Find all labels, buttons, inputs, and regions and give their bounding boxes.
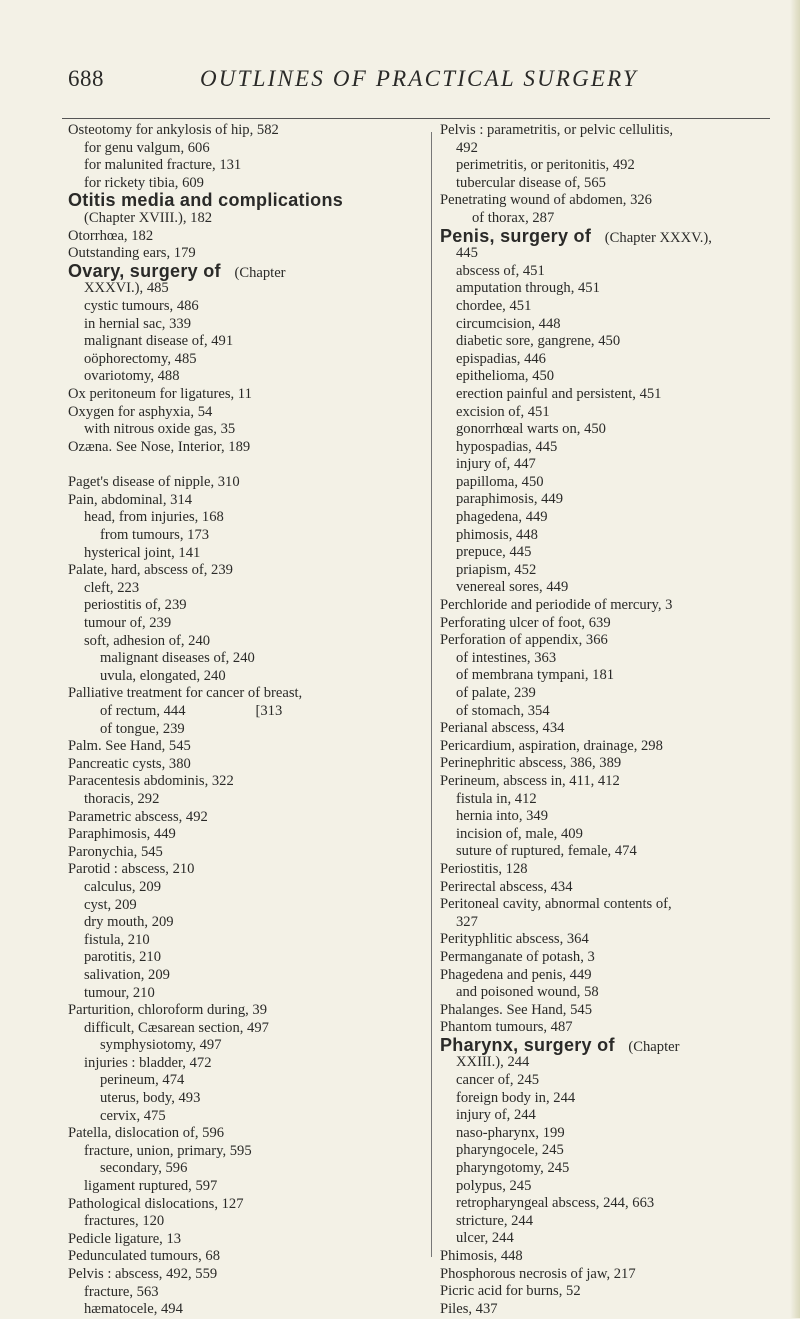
- index-subentry: [440, 1230, 785, 1248]
- index-subentry: [68, 351, 418, 369]
- entry-text: polypus, 245: [456, 1177, 532, 1194]
- entry-text: Penetrating wound of abdomen, 326: [440, 192, 652, 209]
- index-entry: [68, 228, 418, 246]
- entry-text: of membrana tympani, 181: [456, 667, 615, 684]
- index-subentry: [440, 843, 785, 861]
- entry-text: perineum, 474: [100, 1072, 185, 1089]
- index-subentry: [68, 633, 418, 651]
- entry-text: Pelvis : abscess, 492, 559: [68, 1266, 218, 1282]
- index-subentry: [68, 615, 418, 633]
- index-subentry: [440, 368, 785, 386]
- index-entry: [68, 474, 418, 492]
- entry-text: Parturition, chloroform during, 39: [68, 1002, 268, 1019]
- index-entry: [440, 967, 785, 985]
- index-subentry: [440, 509, 785, 527]
- entry-text: for rickety tibia, 609: [84, 174, 204, 191]
- entry-text: Perinephritic abscess, 386, 389: [440, 755, 622, 772]
- index-subentry: [68, 668, 418, 686]
- index-subentry: [440, 298, 785, 316]
- entry-text: thoracis, 292: [84, 790, 160, 807]
- entry-text: naso-pharynx, 199: [456, 1124, 565, 1141]
- entry-heading: Penis, surgery of: [440, 225, 592, 246]
- entry-text: Palm. See Hand, 545: [68, 738, 191, 755]
- entry-text: fracture, 563: [84, 1283, 159, 1300]
- entry-text: circumcision, 448: [456, 315, 561, 332]
- entry-text: XXXVI.), 485: [84, 280, 169, 297]
- entry-text: pharyngocele, 245: [456, 1142, 564, 1159]
- entry-heading: Pharynx, surgery of: [440, 1034, 615, 1055]
- entry-text: of tongue, 239: [100, 720, 185, 737]
- entry-text: of palate, 239: [456, 685, 536, 701]
- index-subentry: [68, 879, 418, 897]
- index-entry: [440, 931, 785, 949]
- entry-text: of thorax, 287: [472, 209, 555, 226]
- entry-text: (Chapter: [624, 1038, 680, 1055]
- index-entry: [68, 260, 418, 281]
- entry-text: paraphimosis, 449: [456, 491, 564, 508]
- entry-text: Outstanding ears, 179: [68, 245, 196, 262]
- entry-text: secondary, 596: [100, 1160, 188, 1177]
- index-subentry: [68, 949, 418, 967]
- entry-text: papilloma, 450: [456, 473, 544, 490]
- index-entry: [68, 861, 418, 879]
- index-subentry: [440, 351, 785, 369]
- entry-text: Pedunculated tumours, 68: [68, 1248, 220, 1265]
- entry-text: (Chapter XXXV.),: [601, 229, 712, 246]
- index-subentry: [440, 667, 785, 685]
- index-entry: [68, 1125, 418, 1143]
- index-subentry: [68, 1213, 418, 1231]
- index-subentry: [68, 985, 418, 1003]
- index-entry: [440, 632, 785, 650]
- entry-text: Pain, abdominal, 314: [68, 491, 193, 508]
- index-entry: [68, 756, 418, 774]
- index-subentry: [440, 404, 785, 422]
- index-entry: [68, 773, 418, 791]
- entry-text: priapism, 452: [456, 561, 537, 578]
- entry-text: Perirectal abscess, 434: [440, 878, 573, 895]
- index-entry: [440, 738, 785, 756]
- index-entry: [440, 861, 785, 879]
- entry-text: periostitis of, 239: [84, 597, 187, 614]
- index-subentry: [440, 1107, 785, 1125]
- entry-text: hernia into, 349: [456, 808, 549, 825]
- index-subentry: [68, 1055, 418, 1073]
- index-column-left: [68, 122, 418, 1319]
- entry-text: Perityphlitic abscess, 364: [440, 931, 589, 948]
- index-subentry: [68, 791, 418, 809]
- index-subentry: [440, 914, 785, 932]
- entry-text: uvula, elongated, 240: [100, 667, 226, 684]
- index-subentry: [68, 721, 418, 739]
- entry-text: Oxygen for asphyxia, 54: [68, 403, 213, 420]
- entry-text: tumour, 210: [84, 984, 155, 1001]
- entry-text: Phagedena and penis, 449: [440, 966, 592, 983]
- entry-text: Pedicle ligature, 13: [68, 1230, 182, 1247]
- entry-text: parotitis, 210: [84, 949, 162, 966]
- entry-text: of intestines, 363: [456, 649, 557, 666]
- index-subentry: [68, 368, 418, 386]
- entry-text: of stomach, 354: [456, 702, 550, 719]
- index-subentry: [68, 967, 418, 985]
- index-subentry: [68, 1143, 418, 1161]
- index-entry: [440, 615, 785, 633]
- entry-text: epispadias, 446: [456, 350, 546, 367]
- index-subentry: [68, 527, 418, 545]
- index-subentry: [68, 1037, 418, 1055]
- index-entry: [440, 755, 785, 773]
- entry-text: Pericardium, aspiration, drainage, 298: [440, 737, 663, 754]
- index-entry: [440, 720, 785, 738]
- entry-text: injury of, 244: [456, 1107, 536, 1124]
- entry-text: oöphorectomy, 485: [84, 350, 197, 367]
- entry-text: Phosphorous necrosis of jaw, 217: [440, 1265, 636, 1282]
- entry-text: ligament ruptured, 597: [84, 1178, 218, 1195]
- index-entry: [68, 685, 418, 703]
- entry-text: suture of ruptured, female, 474: [456, 843, 637, 860]
- index-subentry: [440, 826, 785, 844]
- entry-text: salivation, 209: [84, 966, 170, 983]
- entry-carryover-page: [313: [255, 703, 283, 719]
- entry-text: for genu valgum, 606: [84, 139, 210, 156]
- entry-text: epithelioma, 450: [456, 368, 555, 385]
- index-entry: [440, 122, 785, 140]
- index-subentry: [440, 984, 785, 1002]
- index-subentry: [440, 544, 785, 562]
- entry-text: from tumours, 173: [100, 527, 210, 544]
- index-subentry: [440, 439, 785, 457]
- index-subentry: [440, 1125, 785, 1143]
- entry-text: XXIII.), 244: [456, 1054, 530, 1071]
- index-subentry: [440, 1072, 785, 1090]
- index-entry: [68, 562, 418, 580]
- entry-text: Peritoneal cavity, abnormal contents of,: [440, 896, 672, 913]
- index-subentry: [440, 140, 785, 158]
- entry-text: Parametric abscess, 492: [68, 808, 208, 825]
- entry-text: pharyngotomy, 245: [456, 1160, 570, 1177]
- index-subentry: [440, 491, 785, 509]
- entry-text: Phimosis, 448: [440, 1248, 523, 1264]
- entry-text: for malunited fracture, 131: [84, 157, 242, 174]
- index-subentry: [68, 509, 418, 527]
- entry-text: foreign body in, 244: [456, 1089, 576, 1106]
- entry-text: stricture, 244: [456, 1212, 534, 1229]
- index-subentry: [440, 175, 785, 193]
- index-entry: [68, 122, 418, 140]
- index-subentry: [440, 650, 785, 668]
- entry-text: Perineum, abscess in, 411, 412: [440, 772, 620, 789]
- index-subentry: [68, 1020, 418, 1038]
- index-subentry: [68, 650, 418, 668]
- column-divider: [431, 132, 432, 1257]
- entry-text: Perforation of appendix, 366: [440, 632, 608, 649]
- entry-text: tumour of, 239: [84, 615, 172, 632]
- running-title: OUTLINES OF PRACTICAL SURGERY: [200, 66, 639, 91]
- index-subentry: [68, 1160, 418, 1178]
- index-entry: [440, 192, 785, 210]
- entry-text: ovariotomy, 488: [84, 368, 180, 385]
- index-column-right: [440, 122, 785, 1318]
- index-entry: [68, 1248, 418, 1266]
- index-subentry: [440, 333, 785, 351]
- entry-text: hysterical joint, 141: [84, 544, 201, 561]
- entry-text: fractures, 120: [84, 1213, 165, 1230]
- index-entry: [440, 597, 785, 615]
- index-subentry: [68, 703, 418, 721]
- entry-text: malignant disease of, 491: [84, 333, 234, 350]
- entry-text: (Chapter: [230, 264, 286, 281]
- index-subentry: [68, 421, 418, 439]
- index-subentry: [68, 210, 418, 228]
- entry-text: Permanganate of potash, 3: [440, 948, 595, 965]
- index-entry: [440, 1301, 785, 1319]
- index-entry: [440, 1266, 785, 1284]
- entry-text: Paracentesis abdominis, 322: [68, 773, 234, 790]
- entry-text: injury of, 447: [456, 456, 536, 473]
- entry-text: Picric acid for burns, 52: [440, 1283, 581, 1300]
- index-subentry: [440, 386, 785, 404]
- index-subentry: [440, 1178, 785, 1196]
- index-subentry: [68, 1178, 418, 1196]
- index-entry: [68, 492, 418, 510]
- entry-text: Osteotomy for ankylosis of hip, 582: [68, 122, 279, 138]
- index-entry: [440, 879, 785, 897]
- index-entry: [68, 192, 418, 210]
- entry-text: Phantom tumours, 487: [440, 1019, 573, 1036]
- index-entry: [68, 1196, 418, 1214]
- entry-text: 445: [456, 245, 478, 262]
- index-subentry: [440, 245, 785, 263]
- entry-text: gonorrhœal warts on, 450: [456, 421, 606, 438]
- page-number: 688: [68, 66, 104, 91]
- entry-text: with nitrous oxide gas, 35: [84, 421, 236, 438]
- index-subentry: [68, 597, 418, 615]
- entry-text: Paraphimosis, 449: [68, 826, 176, 843]
- entry-text: 327: [456, 913, 478, 930]
- index-entry: [68, 809, 418, 827]
- index-entry: [68, 738, 418, 756]
- index-subentry: [440, 1160, 785, 1178]
- entry-text: erection painful and persistent, 451: [456, 385, 662, 402]
- entry-text: fistula, 210: [84, 931, 150, 948]
- entry-text: cyst, 209: [84, 896, 137, 913]
- index-entry: [440, 773, 785, 791]
- entry-text: Perchloride and periodide of mercury, 3: [440, 597, 673, 614]
- index-entry: [68, 386, 418, 404]
- index-entry: [68, 404, 418, 422]
- entry-text: cystic tumours, 486: [84, 297, 199, 314]
- entry-text: uterus, body, 493: [100, 1090, 201, 1107]
- index-subentry: [68, 545, 418, 563]
- entry-text: of rectum, 444: [100, 703, 186, 719]
- entry-text: tubercular disease of, 565: [456, 174, 606, 191]
- entry-text: Perianal abscess, 434: [440, 720, 565, 737]
- index-subentry: [440, 579, 785, 597]
- index-subentry: [68, 316, 418, 334]
- entry-text: Piles, 437: [440, 1300, 498, 1317]
- entry-text: symphysiotomy, 497: [100, 1037, 222, 1054]
- entry-text: chordee, 451: [456, 297, 532, 314]
- entry-text: excision of, 451: [456, 403, 550, 420]
- section-gap: [68, 456, 418, 474]
- entry-text: Palate, hard, abscess of, 239: [68, 562, 233, 579]
- entry-text: soft, adhesion of, 240: [84, 632, 211, 649]
- index-subentry: [68, 298, 418, 316]
- index-subentry: [440, 421, 785, 439]
- entry-text: dry mouth, 209: [84, 914, 174, 931]
- page-header: [0, 54, 800, 94]
- index-subentry: [68, 1301, 418, 1319]
- index-subentry: [440, 562, 785, 580]
- entry-text: perimetritis, or peritonitis, 492: [456, 157, 635, 174]
- entry-text: Pancreatic cysts, 380: [68, 755, 191, 772]
- entry-text: Paronychia, 545: [68, 843, 163, 860]
- index-entry: [68, 1266, 418, 1284]
- entry-text: Patella, dislocation of, 596: [68, 1125, 225, 1142]
- header-rule: [62, 118, 770, 119]
- entry-text: injuries : bladder, 472: [84, 1054, 212, 1071]
- entry-text: calculus, 209: [84, 878, 162, 895]
- index-subentry: [68, 932, 418, 950]
- entry-text: amputation through, 451: [456, 280, 600, 297]
- entry-text: (Chapter XVIII.), 182: [84, 209, 213, 226]
- index-subentry: [440, 157, 785, 175]
- index-entry: [440, 896, 785, 914]
- index-subentry: [68, 1072, 418, 1090]
- index-subentry: [440, 280, 785, 298]
- entry-text: cancer of, 245: [456, 1072, 540, 1089]
- index-subentry: [440, 808, 785, 826]
- index-subentry: [440, 474, 785, 492]
- index-entry: [440, 1248, 785, 1266]
- index-subentry: [440, 527, 785, 545]
- index-subentry: [68, 280, 418, 298]
- entry-text: difficult, Cæsarean section, 497: [84, 1019, 269, 1036]
- index-subentry: [440, 1090, 785, 1108]
- index-subentry: [440, 1195, 785, 1213]
- entry-text: retropharyngeal abscess, 244, 663: [456, 1195, 655, 1212]
- index-subentry: [68, 914, 418, 932]
- index-subentry: [68, 140, 418, 158]
- entry-heading: Ovary, surgery of: [68, 260, 221, 281]
- entry-text: Pelvis : parametritis, or pelvic cellulitis,: [440, 122, 674, 138]
- index-entry: [440, 1002, 785, 1020]
- index-subentry: [440, 456, 785, 474]
- entry-text: Palliative treatment for cancer of breast,: [68, 685, 303, 702]
- index-entry: [68, 1231, 418, 1249]
- entry-text: Phalanges. See Hand, 545: [440, 1001, 592, 1018]
- index-entry: [68, 826, 418, 844]
- entry-text: in hernial sac, 339: [84, 315, 191, 332]
- entry-text: fracture, union, primary, 595: [84, 1142, 252, 1159]
- index-subentry: [440, 263, 785, 281]
- index-subentry: [440, 703, 785, 721]
- entry-text: phimosis, 448: [456, 526, 538, 543]
- entry-text: 492: [456, 139, 478, 156]
- entry-text: prepuce, 445: [456, 544, 532, 561]
- index-subentry: [440, 1054, 785, 1072]
- entry-text: Pathological dislocations, 127: [68, 1195, 244, 1212]
- entry-text: Ox peritoneum for ligatures, 11: [68, 385, 252, 402]
- index-entry: [68, 844, 418, 862]
- entry-text: Ozæna. See Nose, Interior, 189: [68, 438, 251, 455]
- index-subentry: [68, 333, 418, 351]
- entry-text: cervix, 475: [100, 1107, 166, 1124]
- entry-text: hæmatocele, 494: [84, 1301, 183, 1318]
- page-edge-shadow: [790, 0, 800, 1318]
- index-subentry: [440, 1213, 785, 1231]
- entry-heading: Otitis media and complications: [68, 190, 344, 211]
- index-subentry: [440, 1142, 785, 1160]
- entry-text: head, from injuries, 168: [84, 509, 224, 526]
- index-subentry: [440, 316, 785, 334]
- entry-text: cleft, 223: [84, 579, 140, 596]
- index-subentry: [68, 1284, 418, 1302]
- index-subentry: [68, 897, 418, 915]
- entry-text: Periostitis, 128: [440, 860, 528, 877]
- index-entry: [440, 949, 785, 967]
- entry-text: hypospadias, 445: [456, 438, 558, 455]
- entry-text: venereal sores, 449: [456, 579, 569, 596]
- index-subentry: [68, 1090, 418, 1108]
- entry-text: Paget's disease of nipple, 310: [68, 474, 240, 491]
- entry-text: Otorrhœa, 182: [68, 227, 154, 244]
- index-entry: [440, 1034, 785, 1055]
- index-subentry: [440, 791, 785, 809]
- entry-text: fistula in, 412: [456, 790, 537, 807]
- index-entry: [68, 439, 418, 457]
- entry-text: phagedena, 449: [456, 509, 548, 526]
- index-subentry: [440, 685, 785, 703]
- index-subentry: [68, 157, 418, 175]
- entry-text: Parotid : abscess, 210: [68, 861, 195, 878]
- entry-text: diabetic sore, gangrene, 450: [456, 333, 621, 350]
- index-entry: [440, 1283, 785, 1301]
- index-subentry: [68, 580, 418, 598]
- index-entry: [68, 1002, 418, 1020]
- entry-text: abscess of, 451: [456, 262, 545, 279]
- entry-text: incision of, male, 409: [456, 825, 583, 842]
- entry-text: malignant diseases of, 240: [100, 650, 255, 667]
- entry-text: and poisoned wound, 58: [456, 984, 599, 1001]
- index-subentry: [68, 1108, 418, 1126]
- index-entry: [440, 225, 785, 246]
- entry-text: Perforating ulcer of foot, 639: [440, 614, 611, 631]
- entry-text: ulcer, 244: [456, 1230, 514, 1247]
